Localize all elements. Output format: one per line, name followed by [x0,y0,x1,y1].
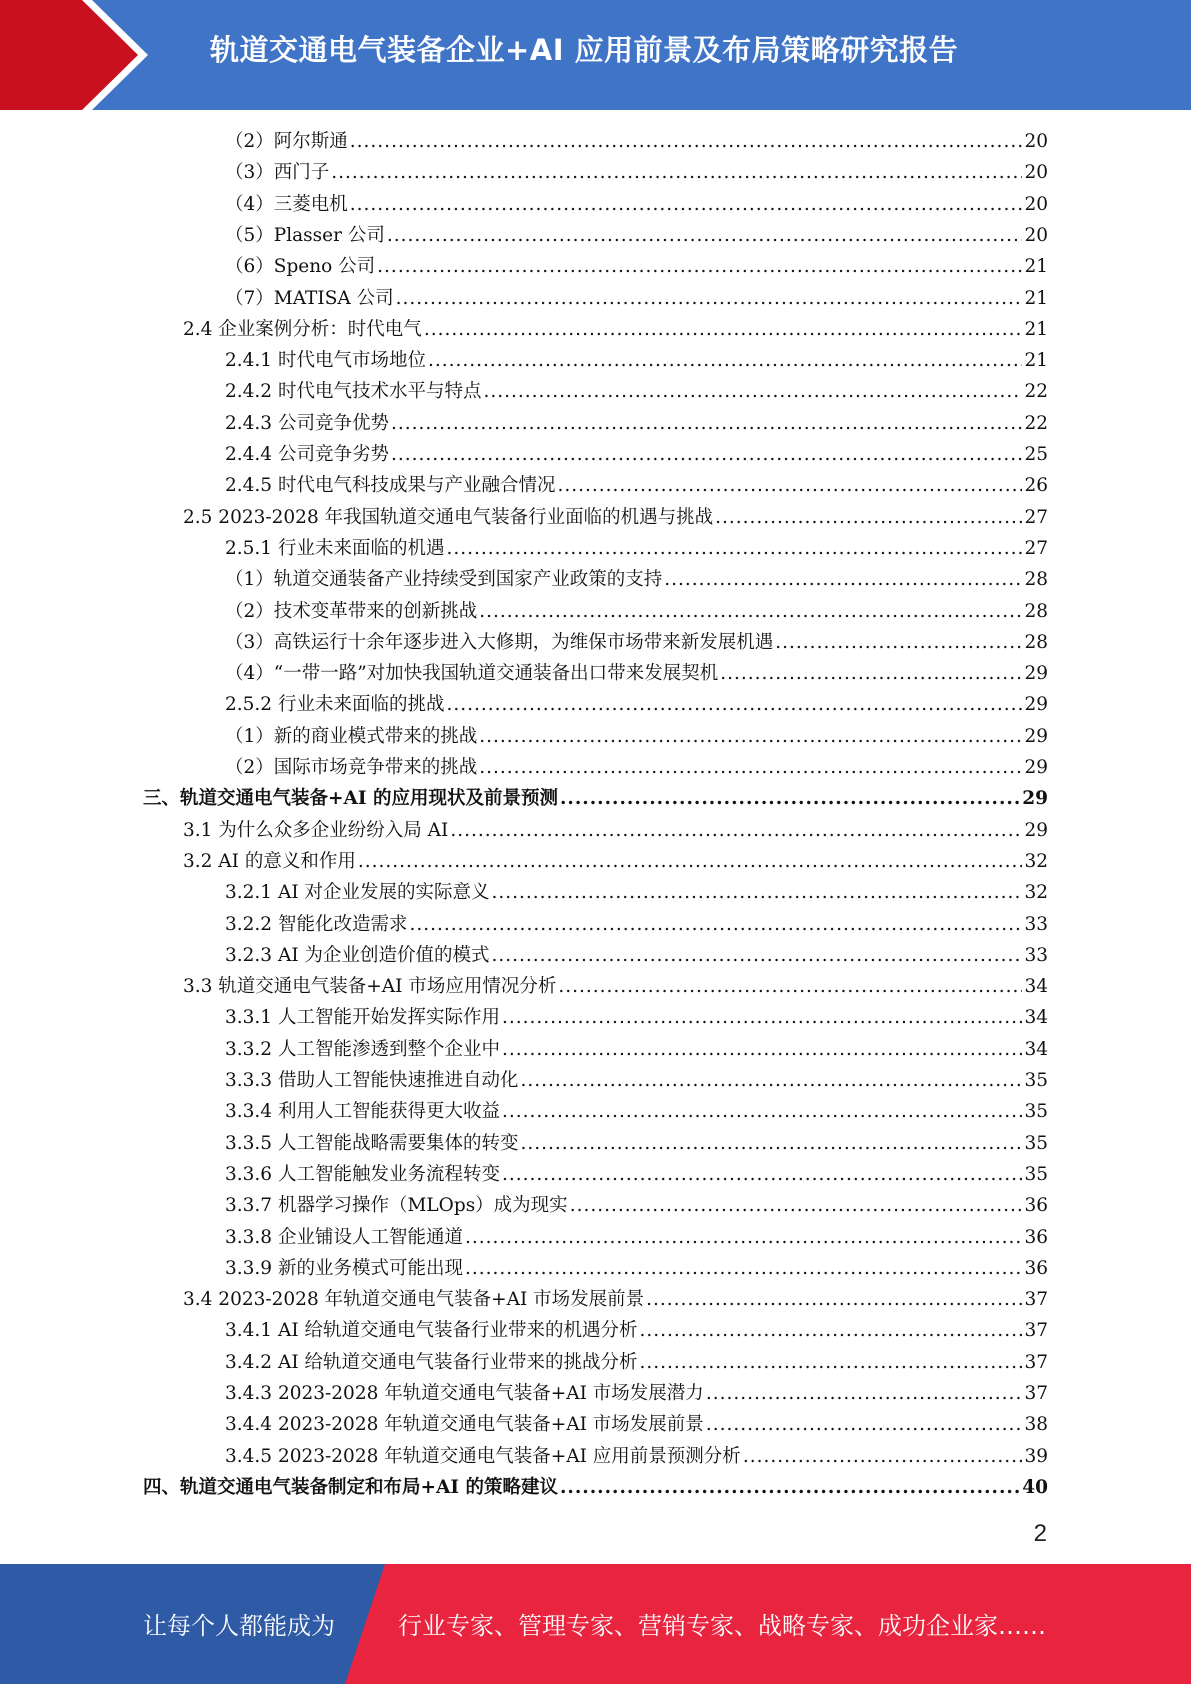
footer-tagline: 行业专家、管理专家、营销专家、战略专家、成功企业家…… [398,1612,1046,1640]
toc-entry-page: 21 [1024,350,1048,372]
toc-entry[interactable] [225,439,1048,470]
toc-entry-title: 3.4.5 2023-2028 年轨道交通电气装备+AI 应用前景预测分析 [225,1445,741,1467]
toc-dot-leader [640,1315,1023,1346]
toc-entry-page: 33 [1024,913,1048,935]
toc-entry[interactable] [183,846,1048,877]
toc-entry-page: 27 [1024,537,1048,559]
toc-entry-page: 25 [1024,444,1048,465]
toc-dot-leader [502,1034,1022,1065]
report-title: 轨道交通电气装备企业+AI 应用前景及布局策略研究报告 [210,33,959,67]
toc-dot-leader [465,1253,1022,1284]
toc-entry-page: 34 [1024,1038,1048,1060]
toc-entry-page: 40 [1022,1476,1048,1498]
toc-entry-page: 35 [1024,1070,1048,1091]
toc-entry[interactable] [225,220,1048,251]
toc-entry[interactable] [225,909,1048,940]
toc-entry-page: 37 [1024,1320,1048,1342]
toc-dot-leader [391,439,1022,470]
toc-entry[interactable] [225,345,1048,376]
toc-entry-page: 33 [1024,944,1048,966]
toc-entry-title: （1）新的商业模式带来的挑战 [225,725,478,747]
toc-entry-page: 28 [1024,631,1048,653]
toc-entry-title: 3.4 2023-2028 年轨道交通电气装备+AI 市场发展前景 [183,1289,645,1311]
toc-entry[interactable] [225,533,1048,564]
toc-entry-page: 32 [1024,850,1048,872]
toc-dot-leader [640,1347,1023,1378]
toc-entry-title: 3.2 AI 的意义和作用 [183,850,356,872]
toc-entry-title: 2.4.1 时代电气市场地位 [225,350,426,372]
toc-entry[interactable] [225,1253,1048,1284]
toc-entry[interactable] [225,877,1048,908]
toc-entry-page: 39 [1024,1445,1048,1467]
toc-dot-leader [450,815,1022,846]
toc-dot-leader [358,846,1023,877]
toc-entry-page: 35 [1024,1163,1048,1185]
toc-entry-title: （1）轨道交通装备产业持续受到国家产业政策的支持 [225,569,663,591]
toc-entry[interactable] [225,596,1048,627]
toc-dot-leader [424,314,1023,345]
toc-entry-title: 三、轨道交通电气装备+AI 的应用现状及前景预测 [143,788,558,810]
toc-entry-page: 26 [1024,475,1048,497]
toc-dot-leader [479,752,1022,783]
toc-dot-leader [350,189,1023,220]
toc-entry-page: 22 [1024,412,1048,434]
toc-dot-leader [428,345,1022,376]
toc-entry-page: 20 [1024,131,1048,152]
toc-entry[interactable] [225,1409,1048,1440]
toc-entry-page: 35 [1024,1132,1048,1154]
toc-entry[interactable] [225,408,1048,439]
toc-entry-page: 28 [1024,569,1048,591]
toc-entry-page: 29 [1024,663,1048,685]
toc-dot-leader [557,470,1022,501]
toc-entry-title: 3.3.4 利用人工智能获得更大收益 [225,1101,500,1123]
toc-entry-page: 37 [1024,1351,1048,1373]
toc-entry[interactable] [225,1065,1048,1096]
toc-entry-title: 四、轨道交通电气装备制定和布局+AI 的策略建议 [143,1476,558,1498]
toc-dot-leader [502,1159,1022,1190]
toc-entry-title: （4）“一带一路”对加快我国轨道交通装备出口带来发展契机 [225,663,719,685]
toc-entry-title: 2.5.1 行业未来面临的机遇 [225,537,445,559]
toc-entry-page: 37 [1024,1289,1048,1311]
toc-dot-leader [479,721,1022,752]
toc-entry[interactable] [183,971,1048,1002]
toc-dot-leader [570,1190,1023,1221]
toc-entry[interactable] [225,1347,1048,1378]
toc-entry-page: 34 [1024,976,1048,998]
page-footer [0,1564,1191,1684]
toc-entry-title: 3.4.3 2023-2028 年轨道交通电气装备+AI 市场发展潜力 [225,1383,704,1404]
toc-entry-page: 38 [1024,1414,1048,1436]
toc-entry-page: 28 [1024,600,1048,622]
toc-entry-title: 2.4.5 时代电气科技成果与产业融合情况 [225,475,556,497]
toc-dot-leader [560,783,1020,814]
toc-entry[interactable] [225,1190,1048,1221]
toc-dot-leader [446,689,1022,720]
toc-dot-leader [502,1002,1022,1033]
toc-entry-title: 3.3.5 人工智能战略需要集体的转变 [225,1132,519,1154]
toc-entry-title: （5）Plasser 公司 [225,224,385,246]
toc-entry-page: 29 [1024,819,1048,841]
toc-entry-page: 20 [1024,224,1048,246]
toc-entry-title: 3.4.2 AI 给轨道交通电气装备行业带来的挑战分析 [225,1351,638,1373]
toc-entry[interactable] [225,564,1048,595]
toc-entry-page: 34 [1024,1007,1048,1029]
toc-entry[interactable] [225,721,1048,752]
toc-dot-leader [502,1096,1022,1127]
toc-entry[interactable] [183,502,1048,533]
toc-entry-title: （4）三菱电机 [225,193,348,215]
toc-entry-page: 36 [1024,1257,1048,1279]
toc-entry[interactable] [225,1315,1048,1346]
toc-entry-page: 36 [1024,1195,1048,1217]
toc-dot-leader [483,376,1022,407]
toc-entry-title: （2）国际市场竞争带来的挑战 [225,757,478,778]
toc-dot-leader [331,157,1022,188]
toc-dot-leader [664,564,1022,595]
toc-entry-title: 3.2.1 AI 对企业发展的实际意义 [225,882,490,904]
toc-entry[interactable] [225,1128,1048,1159]
toc-entry-title: （2）阿尔斯通 [225,131,348,152]
footer-slogan: 让每个人都能成为 [143,1612,335,1640]
toc-entry[interactable] [225,940,1048,971]
toc-entry[interactable] [225,752,1048,783]
toc-dot-leader [391,408,1022,439]
toc-entry[interactable] [225,1222,1048,1253]
toc-entry-page: 20 [1024,193,1048,215]
toc-entry-page: 29 [1024,725,1048,747]
toc-entry-title: 2.5.2 行业未来面临的挑战 [225,694,445,716]
toc-entry-title: 3.4.1 AI 给轨道交通电气装备行业带来的机遇分析 [225,1320,638,1342]
header-chevron-decoration [0,0,150,110]
toc-dot-leader [775,627,1022,658]
toc-entry-page: 29 [1022,788,1048,810]
toc-entry-page: 20 [1024,162,1048,184]
toc-entry[interactable] [183,1284,1048,1315]
toc-dot-leader [706,1378,1023,1409]
toc-entry-title: 3.2.3 AI 为企业创造价值的模式 [225,944,490,966]
toc-entry-page: 37 [1024,1383,1048,1404]
toc-entry[interactable] [225,283,1048,314]
toc-entry-title: 2.4.4 公司竞争劣势 [225,444,389,465]
toc-entry[interactable] [225,627,1048,658]
toc-entry-title: 3.3.6 人工智能触发业务流程转变 [225,1163,500,1185]
page-number: 2 [1033,1520,1047,1547]
toc-entry[interactable] [225,157,1048,188]
toc-entry[interactable] [225,658,1048,689]
toc-entry-page: 29 [1024,757,1048,778]
toc-entry-title: （3）高铁运行十余年逐步进入大修期，为维保市场带来新发展机遇 [225,631,774,653]
toc-dot-leader [396,283,1023,314]
toc-dot-leader [492,940,1023,971]
toc-entry-title: 3.3.7 机器学习操作（MLOps）成为现实 [225,1195,568,1217]
toc-entry-title: 3.3 轨道交通电气装备+AI 市场应用情况分析 [183,976,557,998]
toc-entry-page: 21 [1024,318,1048,340]
toc-dot-leader [409,909,1022,940]
toc-dot-leader [377,251,1022,282]
toc-entry[interactable] [225,1096,1048,1127]
toc-entry[interactable] [143,783,1048,814]
toc-entry-title: 3.4.4 2023-2028 年轨道交通电气装备+AI 市场发展前景 [225,1414,704,1436]
toc-dot-leader [446,533,1022,564]
toc-entry[interactable] [225,1441,1048,1472]
toc-entry-title: 3.3.9 新的业务模式可能出现 [225,1257,463,1279]
toc-dot-leader [560,1472,1020,1503]
toc-dot-leader [520,1065,1022,1096]
page-header [0,0,1191,110]
toc-entry-title: 2.4 企业案例分析：时代电气 [183,318,422,340]
toc-dot-leader [706,1409,1023,1440]
toc-entry[interactable] [225,251,1048,282]
toc-entry-page: 21 [1024,287,1048,309]
toc-entry[interactable] [183,815,1048,846]
toc-dot-leader [558,971,1022,1002]
toc-entry[interactable] [225,1002,1048,1033]
toc-entry-title: 2.4.2 时代电气技术水平与特点 [225,381,482,403]
toc-entry-page: 22 [1024,381,1048,403]
toc-entry-title: 3.2.2 智能化改造需求 [225,913,408,935]
toc-entry[interactable] [225,376,1048,407]
toc-dot-leader [743,1441,1023,1472]
toc-entry-title: 3.3.3 借助人工智能快速推进自动化 [225,1070,519,1091]
toc-entry-page: 35 [1024,1101,1048,1123]
toc-entry-title: 2.4.3 公司竞争优势 [225,412,389,434]
toc-entry[interactable] [143,1472,1048,1503]
toc-entry-title: 3.3.2 人工智能渗透到整个企业中 [225,1038,500,1060]
toc-entry[interactable] [225,189,1048,220]
toc-entry-page: 32 [1024,882,1048,904]
toc-entry[interactable] [225,470,1048,501]
toc-dot-leader [492,877,1023,908]
toc-dot-leader [387,220,1023,251]
toc-entry-title: 2.5 2023-2028 年我国轨道交通电气装备行业面临的机遇与挑战 [183,506,714,528]
toc-entry-page: 36 [1024,1226,1048,1248]
toc-dot-leader [646,1284,1022,1315]
toc-entry-title: （2）技术变革带来的创新挑战 [225,600,478,622]
toc-entry-title: （3）西门子 [225,162,330,184]
toc-entry-title: 3.1 为什么众多企业纷纷入局 AI [183,819,449,841]
toc-dot-leader [350,126,1023,157]
toc-entry-page: 27 [1024,506,1048,528]
toc-entry-title: （7）MATISA 公司 [225,287,394,309]
toc-dot-leader [720,658,1022,689]
toc-entry-title: 3.3.8 企业铺设人工智能通道 [225,1226,463,1248]
toc-dot-leader [715,502,1022,533]
toc-entry-page: 29 [1024,694,1048,716]
toc-dot-leader [465,1222,1022,1253]
toc-dot-leader [479,596,1022,627]
toc-entry-title: （6）Speno 公司 [225,256,376,278]
toc-entry-title: 3.3.1 人工智能开始发挥实际作用 [225,1007,500,1029]
toc-entry[interactable] [225,1034,1048,1065]
toc-entry[interactable] [225,1159,1048,1190]
toc-entry[interactable] [225,126,1048,157]
toc-entry[interactable] [225,1378,1048,1409]
toc-entry-page: 21 [1024,256,1048,278]
toc-dot-leader [520,1128,1022,1159]
toc-entry[interactable] [183,314,1048,345]
toc-entry[interactable] [225,689,1048,720]
